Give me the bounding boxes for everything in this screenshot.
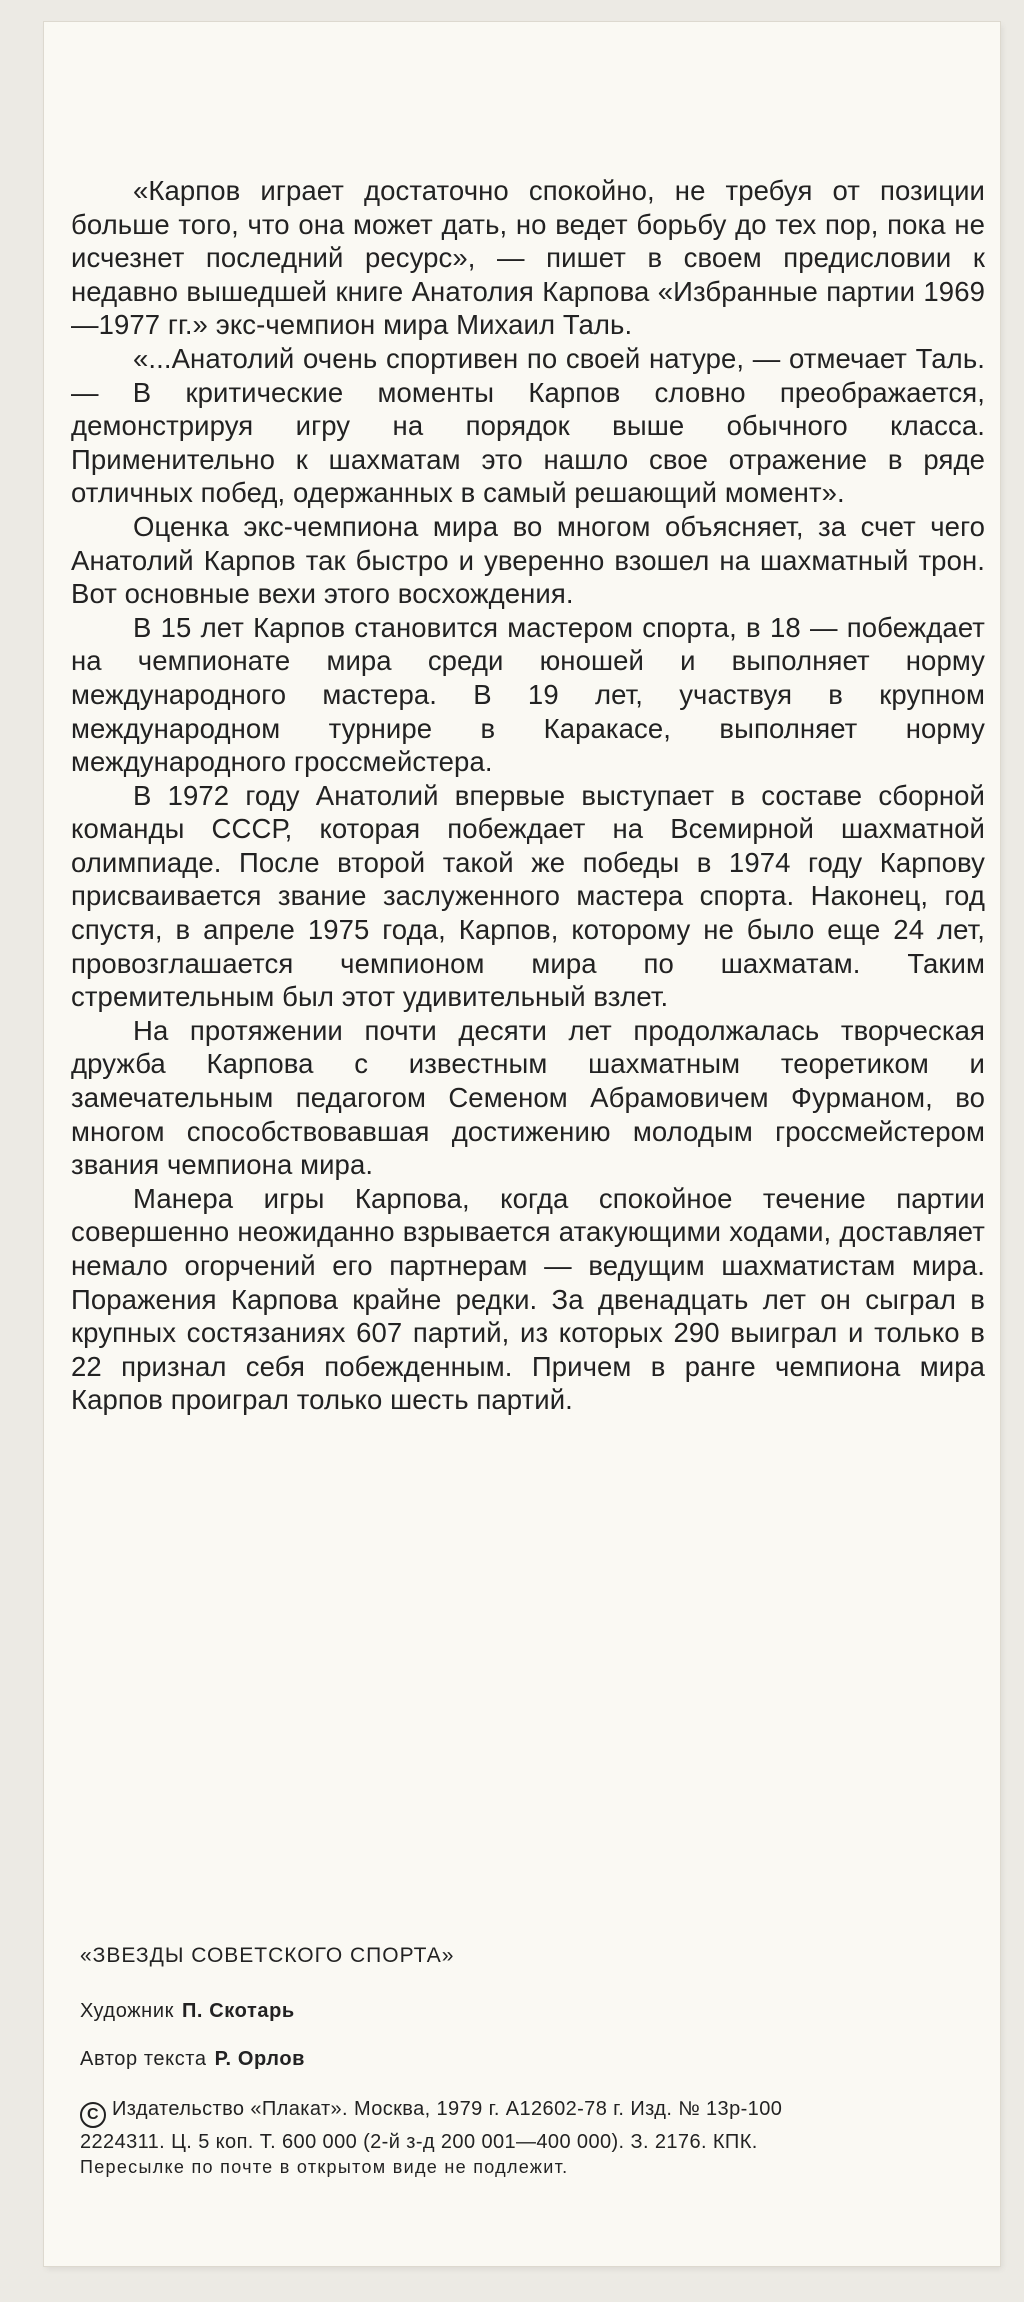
- imprint-text-1: Издательство «Плакат». Москва, 1979 г. А12602-78 г. Изд. № 13р-100: [112, 2098, 783, 2120]
- publisher-imprint: [80, 2095, 1000, 2156]
- mailing-note: Пересылке по почте в открытом виде не подлежит.: [80, 2157, 569, 2177]
- paragraph-7: Манера игры Карпова, когда спокойное течение партии совершенно неожиданно взрывается атакующими ходами, доставляет немало огорчений его партнерам — ведущим шахматистам мира. Поражения Карпова крайне редки. За двенадцать лет он сыграл в крупных состязаниях 607 партий, из которых 290 выиграл и только в 22 признал себя побежденным. Причем в ранге чемпиона мира Карпов проиграл только шесть партий.: [71, 1182, 985, 1416]
- imprint-line-2: 2224311. Ц. 5 коп. Т. 600 000 (2-й з-д 200 001—400 000). З. 2176. КПК.: [80, 2131, 758, 2153]
- imprint-line-1: [80, 2095, 1000, 2128]
- series-title: «ЗВЕЗДЫ СОВЕТСКОГО СПОРТА»: [80, 1944, 455, 1967]
- paragraph-1: «Карпов играет достаточно спокойно, не требуя от позиции больше того, что она может дать, но ведет борьбу до тех пор, пока не исчезнет последний ресурс», — пишет в своем предисловии к недавно вышедшей книге Анатолия Карпова «Избранные партии 1969—1977 гг.» экс-чемпион мира Михаил Таль.: [71, 175, 985, 341]
- artist-credit: [80, 2000, 295, 2023]
- author-name: Р. Орлов: [214, 2048, 306, 2070]
- paragraph-5: В 1972 году Анатолий впервые выступает в составе сборной команды СССР, которая побеждает на Всемирной шахматной олимпиаде. После второй такой же победы в 1974 году Карпову присваивается звание заслуженного мастера спорта. Наконец, год спустя, в апреле 1975 года, Карпов, которому не было еще 24 лет, провозглашается чемпионом мира по шахматам. Таким стремительным был этот удивительный взлет.: [71, 779, 985, 1013]
- paragraph-4: В 15 лет Карпов становится мастером спорта, в 18 — побеждает на чемпионате мира среди юношей и выполняет норму международного мастера. В 19 лет, участвуя в крупном международном турнире в Каракасе, выполняет норму международного гроссмейстера.: [71, 611, 985, 778]
- artist-label: Художник: [80, 2000, 174, 2022]
- paragraph-6: На протяжении почти десяти лет продолжалась творческая дружба Карпова с известным шахматным теоретиком и замечательным педагогом Семеном Абрамовичем Фурманом, во многом способствовавшая достижению молодым гроссмейстером звания чемпиона мира.: [71, 1014, 985, 1181]
- artist-name: П. Скотарь: [181, 2000, 295, 2022]
- author-label: Автор текста: [80, 2048, 207, 2070]
- copyright-icon: C: [80, 2102, 106, 2128]
- article-body: [71, 174, 985, 1417]
- paragraph-3: Оценка экс-чемпиона мира во многом объясняет, за счет чего Анатолий Карпов так быстро и уверенно взошел на шахматный трон. Вот основные вехи этого восхождения.: [71, 510, 985, 610]
- author-credit: [80, 2048, 305, 2071]
- paragraph-2: «...Анатолий очень спортивен по своей натуре, — отмечает Таль. — В критические моменты Карпов словно преображается, демонстрируя игру на порядок выше обычного класса. Применительно к шахматам это нашло свое отражение в ряде отличных побед, одержанных в самый решающий момент».: [71, 342, 985, 509]
- postcard-back: [44, 22, 1000, 2266]
